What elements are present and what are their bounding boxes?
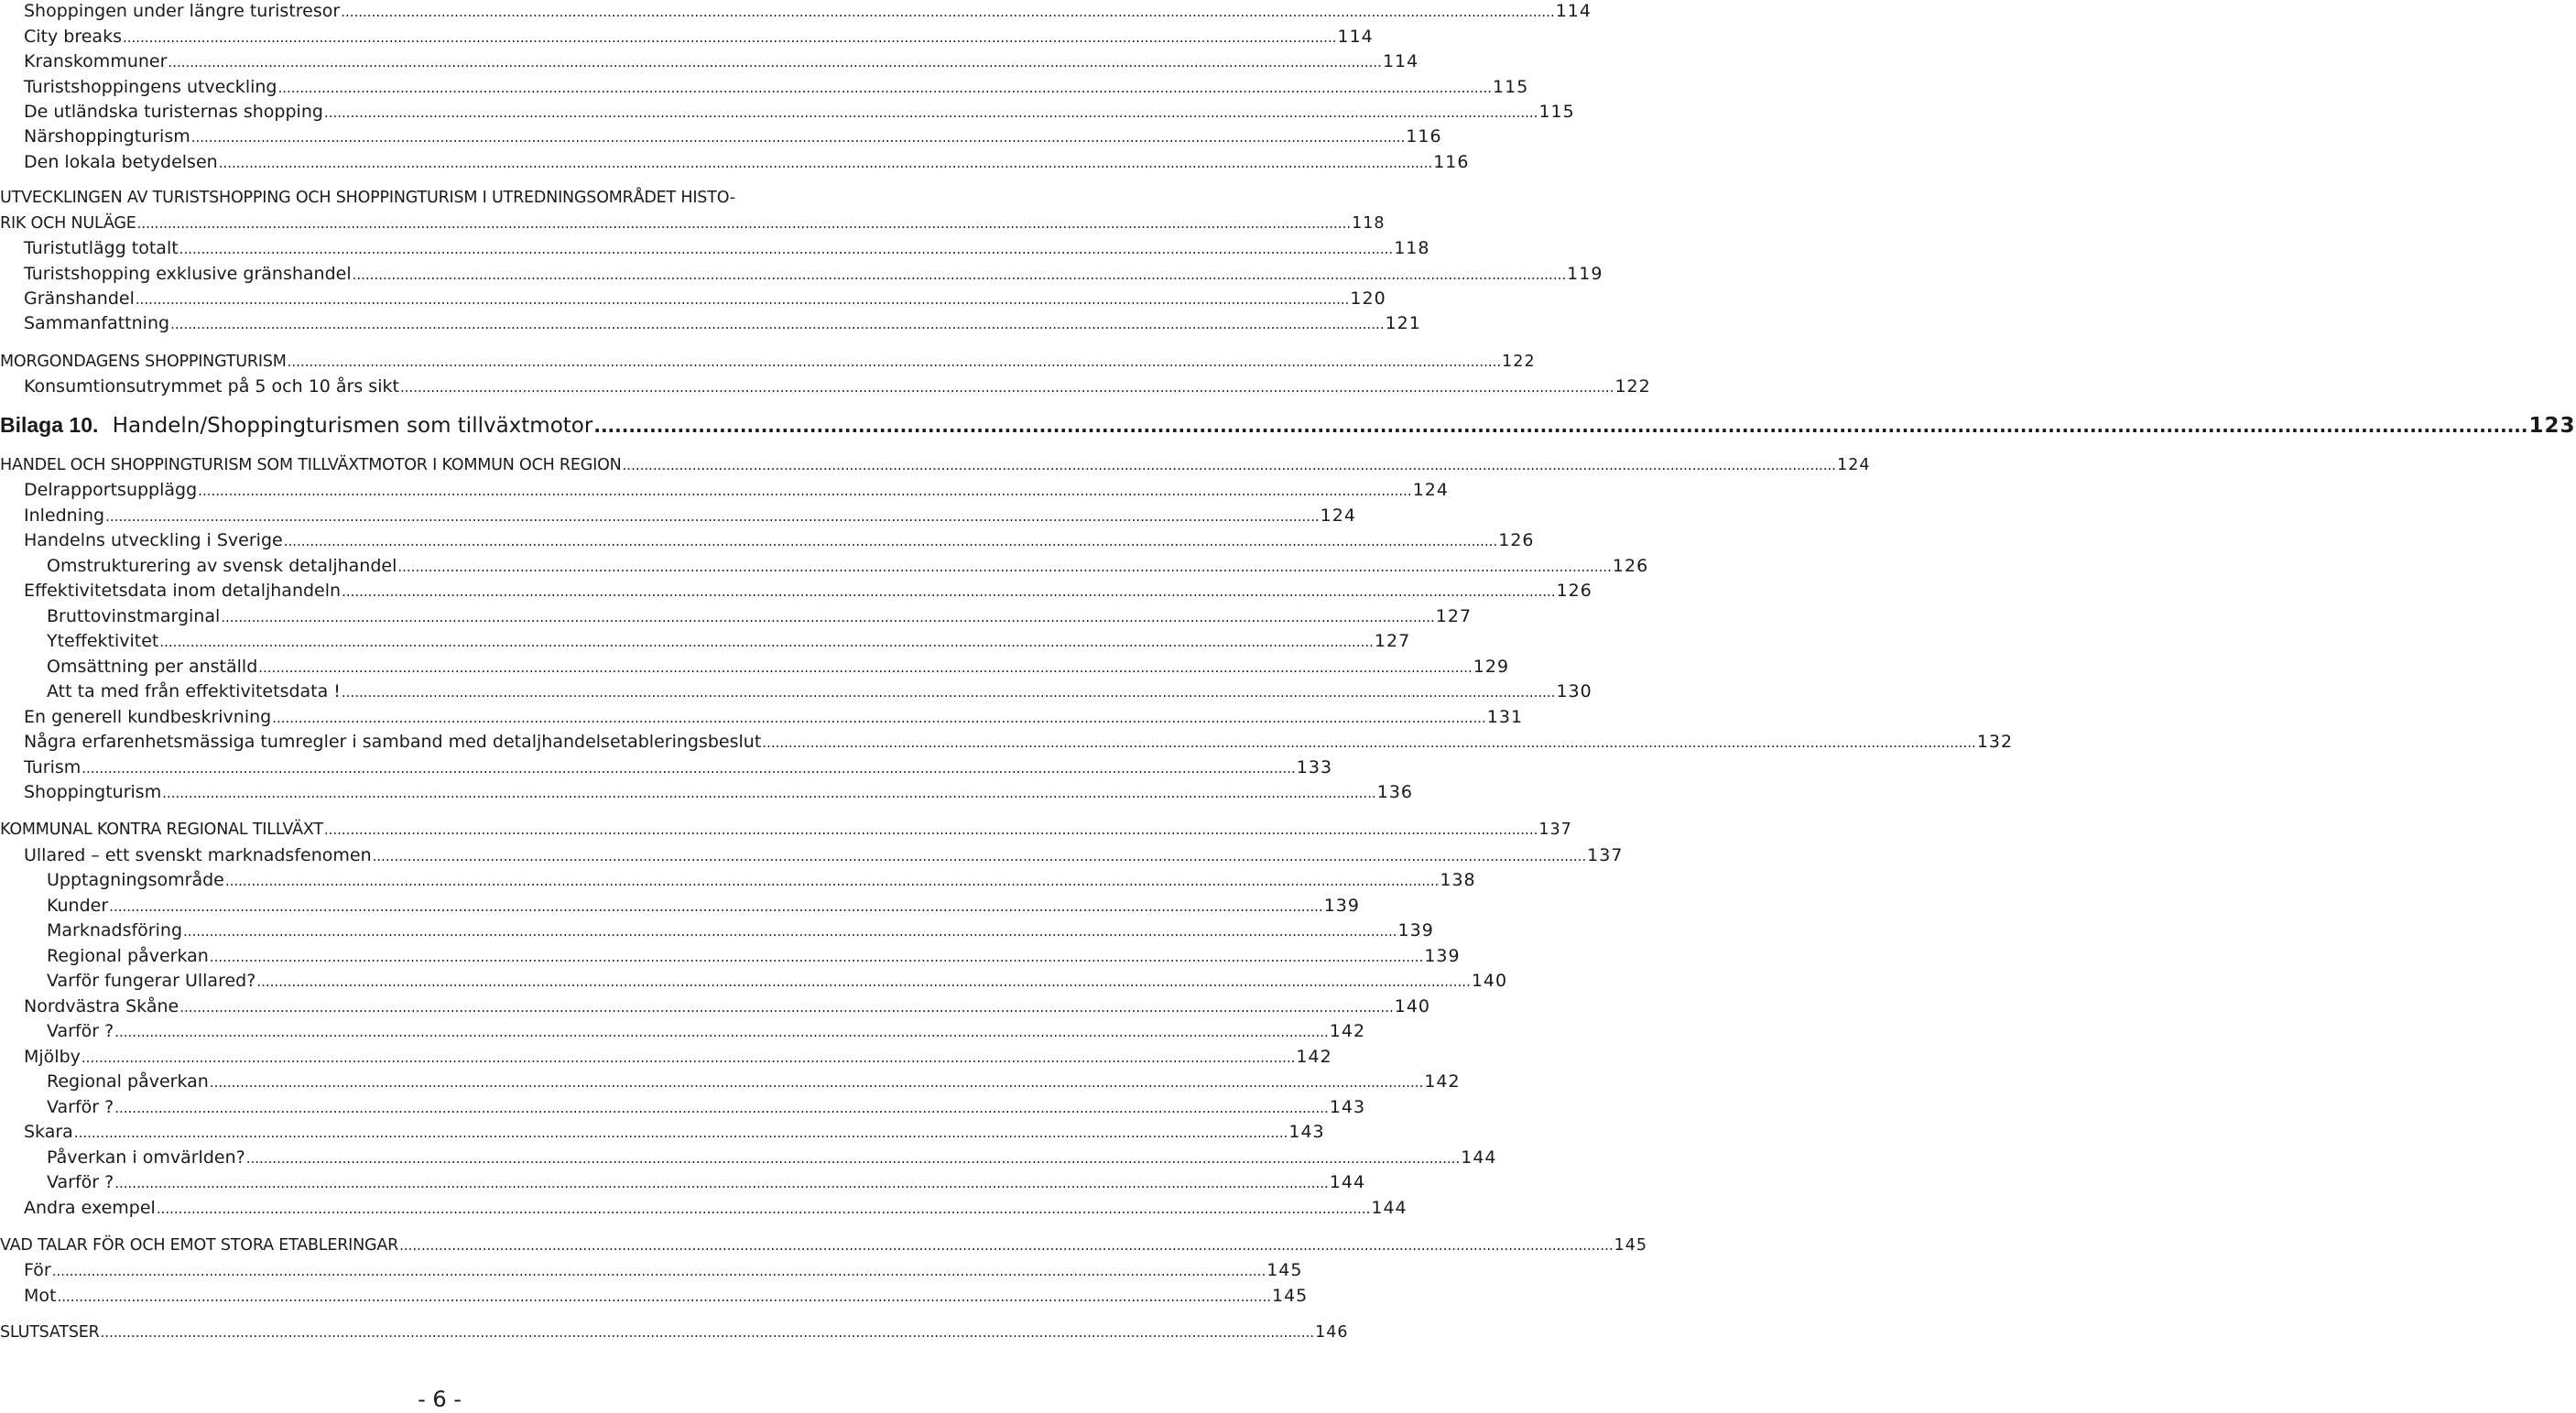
toc-entry-page: 126 — [1498, 530, 1535, 550]
dot-leader — [170, 312, 1385, 336]
toc-entry-title: Omsättning per anställd — [47, 657, 258, 677]
dot-leader — [101, 1321, 1315, 1344]
dot-leader — [353, 263, 1567, 287]
toc-entry-page: 114 — [1555, 1, 1592, 21]
toc-entry[interactable] — [0, 236, 1430, 261]
toc-entry-title: Turistutlägg totalt — [24, 238, 179, 258]
toc-entry-page: 116 — [1406, 126, 1442, 147]
toc-entry-page: 137 — [1538, 821, 1572, 839]
toc-entry-title: Sammanfattning — [24, 313, 170, 333]
dot-leader — [210, 1071, 1424, 1094]
toc-entry-title: Varför fungerar Ullared? — [47, 971, 256, 991]
toc-entry[interactable] — [0, 75, 1529, 100]
toc-entry-page: 143 — [1288, 1122, 1325, 1142]
toc-entry[interactable] — [0, 287, 1386, 311]
toc-entry-title: De utländska turisternas shopping — [24, 102, 323, 122]
toc-entry[interactable] — [0, 528, 1535, 553]
toc-entry[interactable] — [0, 100, 1575, 125]
dot-leader — [221, 605, 1435, 629]
toc-entry-page: 136 — [1376, 782, 1414, 802]
toc-entry-page: 124 — [1837, 456, 1871, 474]
toc-entry[interactable] — [0, 629, 1411, 654]
toc-entry[interactable] — [0, 1321, 1349, 1344]
dot-leader — [198, 479, 1412, 503]
toc-entry[interactable] — [0, 969, 1508, 994]
toc-entry[interactable] — [0, 679, 1592, 704]
dot-leader — [277, 76, 1492, 100]
toc-entry-page: 142 — [1296, 1047, 1332, 1067]
toc-entry[interactable] — [0, 755, 1333, 780]
toc-entry-title: Den lokala betydelsen — [24, 152, 218, 172]
toc-entry-title: Andra exempel — [24, 1198, 156, 1218]
toc-entry-title: Regional påverkan — [47, 1071, 209, 1092]
dot-leader — [114, 1020, 1329, 1044]
toc-appendix-page: 123 — [2528, 414, 2576, 438]
toc-entry-title: En generell kundbeskrivning — [24, 707, 272, 727]
dot-leader — [114, 1171, 1329, 1195]
dot-leader — [82, 756, 1296, 780]
dot-leader — [183, 919, 1397, 943]
toc-entry-page: 124 — [1320, 505, 1356, 526]
toc-entry[interactable] — [0, 49, 1419, 74]
toc-entry-page: 139 — [1323, 896, 1360, 916]
toc-entry[interactable] — [0, 1019, 1366, 1044]
toc-appendix-title — [0, 411, 592, 440]
dot-leader — [210, 945, 1424, 969]
toc-entry-page: 139 — [1424, 946, 1461, 966]
toc-entry[interactable] — [0, 1070, 1461, 1094]
toc-entry-page: 132 — [1976, 732, 2014, 752]
toc-entry[interactable] — [0, 894, 1360, 918]
toc-entry[interactable] — [0, 0, 1592, 24]
dot-leader — [136, 288, 1350, 311]
toc-entry[interactable] — [0, 1234, 1648, 1257]
toc-entry-title: Varför ? — [47, 1021, 114, 1041]
appendix-label: Bilaga 10. — [0, 413, 99, 437]
dot-leader — [341, 0, 1555, 24]
toc-entry-page: 118 — [1352, 214, 1386, 233]
toc-entry-page: 137 — [1587, 845, 1624, 865]
toc-entry-title: Turistshoppingens utveckling — [24, 77, 277, 97]
toc-entry-page: 142 — [1329, 1021, 1366, 1041]
toc-entry-title: Skara — [24, 1122, 73, 1142]
dot-leader — [284, 529, 1498, 553]
toc-entry-title: HANDEL OCH SHOPPINGTURISM SOM TILLVÄXTMOTOR I KOMMUN OCH REGION — [0, 456, 622, 474]
dot-leader — [256, 970, 1471, 994]
dot-leader — [168, 50, 1382, 74]
toc-entry-title: KOMMUNAL KONTRA REGIONAL TILLVÄXT — [0, 821, 323, 839]
appendix-title: Handeln/Shoppingturismen som tillväxtmotor — [105, 414, 593, 438]
toc-entry-title: För — [24, 1260, 51, 1280]
toc-appendix-entry[interactable] — [0, 411, 2576, 440]
toc-entry-page: 145 — [1272, 1286, 1309, 1306]
dot-leader — [109, 895, 1323, 918]
toc-entry-page: 116 — [1433, 152, 1470, 172]
toc-entry[interactable] — [0, 375, 1651, 399]
toc-entry-page: 146 — [1315, 1323, 1349, 1342]
dot-leader — [342, 680, 1556, 704]
toc-entry-title: Konsumtionsutrymmet på 5 och 10 års sikt — [24, 376, 399, 397]
toc-entry-title: Regional påverkan — [47, 946, 209, 966]
dot-leader — [400, 375, 1614, 399]
toc-entry-page: 122 — [1502, 353, 1536, 371]
toc-entry[interactable] — [0, 262, 1603, 287]
toc-entry-page: 114 — [1382, 51, 1419, 71]
dot-leader — [373, 844, 1587, 868]
toc-entry[interactable] — [0, 311, 1421, 336]
toc-entry[interactable] — [0, 944, 1461, 969]
toc-entry-page: 118 — [1394, 238, 1430, 258]
toc-entry-page: 114 — [1337, 27, 1374, 47]
toc-entry-page: 124 — [1412, 480, 1449, 500]
toc-entry-title: Shoppingturism — [24, 782, 162, 802]
toc-entry-page: 115 — [1538, 102, 1575, 122]
toc-entry[interactable] — [0, 1146, 1497, 1170]
toc-entry-page: 130 — [1556, 681, 1592, 701]
dot-leader — [137, 212, 1352, 235]
toc-entry[interactable] — [0, 212, 1386, 235]
toc-entry[interactable] — [0, 453, 1871, 477]
toc-entry-title: Mjölby — [24, 1047, 81, 1067]
toc-entry-title: Upptagningsområde — [47, 870, 224, 890]
toc-entry[interactable] — [0, 868, 1476, 893]
dot-leader — [105, 505, 1320, 528]
toc-entry-page: 144 — [1371, 1198, 1408, 1218]
toc-entry-page: 138 — [1440, 870, 1476, 890]
toc-entry[interactable] — [0, 1258, 1303, 1283]
dot-leader — [324, 101, 1538, 125]
dot-leader — [593, 412, 2527, 440]
dot-leader — [114, 1096, 1329, 1120]
dot-leader — [288, 350, 1502, 374]
dot-leader — [74, 1121, 1288, 1145]
toc-entry-title: VAD TALAR FÖR OCH EMOT STORA ETABLERINGAR — [0, 1236, 399, 1255]
toc-entry-title: City breaks — [24, 27, 122, 47]
toc-entry-title: Turism — [24, 757, 82, 777]
dot-leader — [82, 1046, 1296, 1070]
dot-leader — [52, 1259, 1266, 1283]
page-number-footer: - 6 - — [418, 1386, 462, 1412]
dot-leader — [219, 151, 1433, 175]
toc-entry[interactable] — [0, 478, 1449, 503]
dot-leader — [246, 1147, 1461, 1170]
toc-entry[interactable] — [0, 655, 1510, 679]
toc-entry-page: 120 — [1350, 288, 1386, 309]
toc-entry-page: 127 — [1374, 631, 1411, 651]
toc-entry-page: 139 — [1397, 920, 1434, 940]
toc-entry-title: Bruttovinstmarginal — [47, 606, 221, 626]
toc-entry[interactable] — [0, 25, 1374, 49]
toc-entry-page: 140 — [1471, 971, 1508, 991]
toc-entry[interactable] — [0, 1120, 1325, 1145]
toc-entry-title: Handelns utveckling i Sverige — [24, 530, 283, 550]
toc-entry[interactable] — [0, 730, 2014, 755]
toc-heading-line1[interactable]: UTVECKLINGEN AV TURISTSHOPPING OCH SHOPPINGTURISM I UTREDNINGSOMRÅDET HISTO- — [0, 189, 735, 207]
toc-entry-title: Ullared – ett svenskt marknadsfenomen — [24, 845, 372, 865]
toc-entry[interactable] — [0, 604, 1473, 629]
toc-entry-title: Delrapportsupplägg — [24, 480, 198, 500]
dot-leader — [157, 1197, 1371, 1221]
dot-leader — [162, 781, 1376, 805]
toc-entry[interactable] — [0, 579, 1592, 603]
dot-leader — [397, 555, 1612, 579]
toc-entry[interactable] — [0, 150, 1470, 175]
toc-entry-page: 121 — [1385, 313, 1421, 333]
toc-entry-title: Mot — [24, 1286, 57, 1306]
dot-leader — [123, 26, 1337, 49]
toc-entry-title: Marknadsföring — [47, 920, 183, 940]
toc-entry-page: 133 — [1296, 757, 1333, 777]
toc-entry[interactable] — [0, 843, 1624, 868]
toc-entry-title: MORGONDAGENS SHOPPINGTURISM — [0, 353, 287, 371]
toc-entry-title: Omstrukturering av svensk detaljhandel — [47, 556, 397, 576]
dot-leader — [272, 706, 1486, 730]
toc-entry[interactable] — [0, 1095, 1366, 1120]
toc-entry[interactable] — [0, 780, 1414, 805]
dot-leader — [623, 453, 1837, 477]
dot-leader — [342, 580, 1556, 603]
toc-entry[interactable] — [0, 504, 1356, 528]
toc-entry[interactable] — [0, 554, 1649, 579]
toc-entry[interactable] — [0, 1045, 1332, 1070]
toc-entry[interactable] — [0, 1284, 1309, 1309]
toc-entry-page: 143 — [1329, 1097, 1366, 1117]
toc-entry-title: Effektivitetsdata inom detaljhandeln — [24, 581, 342, 601]
toc-entry[interactable] — [0, 350, 1536, 374]
toc-entry-page: 131 — [1486, 707, 1524, 727]
toc-entry-title: Yteffektivitet — [47, 631, 159, 651]
toc-entry-page: 126 — [1556, 581, 1592, 601]
toc-entry-page: 129 — [1473, 657, 1510, 677]
toc-entry-title: RIK OCH NULÄGE — [0, 214, 136, 233]
toc-entry[interactable] — [0, 1170, 1366, 1195]
toc-entry-title: Gränshandel — [24, 288, 135, 309]
toc-entry[interactable] — [0, 818, 1572, 842]
dot-leader — [324, 818, 1538, 842]
toc-entry-title: SLUTSATSER — [0, 1323, 100, 1342]
dot-leader — [762, 731, 1976, 755]
toc-entry[interactable] — [0, 705, 1524, 730]
dot-leader — [57, 1285, 1271, 1309]
toc-entry-title: Närshoppingturism — [24, 126, 190, 147]
dot-leader — [258, 656, 1473, 679]
toc-entry-title: Att ta med från effektivitetsdata ! — [47, 681, 341, 701]
toc-entry[interactable] — [0, 918, 1434, 943]
toc-entry-title: Nordvästra Skåne — [24, 996, 179, 1016]
toc-entry-title: Varför ? — [47, 1172, 114, 1192]
toc-entry-title: Några erfarenhetsmässiga tumregler i samband med detaljhandelsetableringsbeslut — [24, 732, 762, 752]
dot-leader — [179, 237, 1394, 261]
toc-entry-page: 145 — [1266, 1260, 1303, 1280]
toc-entry-title: Kunder — [47, 896, 109, 916]
toc-entry[interactable] — [0, 995, 1431, 1019]
toc-entry-page: 142 — [1424, 1071, 1461, 1092]
dot-leader — [179, 995, 1394, 1019]
toc-entry-title: Varför ? — [47, 1097, 114, 1117]
toc-entry-page: 144 — [1461, 1147, 1497, 1168]
toc-entry-page: 126 — [1612, 556, 1649, 576]
toc-entry-page: 140 — [1394, 996, 1431, 1016]
toc-entry-page: 119 — [1567, 264, 1603, 284]
toc-entry-title: Shoppingen under längre turistresor — [24, 1, 341, 21]
toc-entry-page: 145 — [1614, 1236, 1648, 1255]
toc-entry-page: 122 — [1614, 376, 1651, 397]
dot-leader — [191, 125, 1406, 149]
dot-leader — [159, 630, 1374, 654]
toc-entry-page: 127 — [1435, 606, 1473, 626]
toc-entry[interactable] — [0, 1196, 1408, 1221]
toc-entry-title: Påverkan i omvärlden? — [47, 1147, 245, 1168]
toc-entry-page: 144 — [1329, 1172, 1366, 1192]
toc-entry-title: Inledning — [24, 505, 105, 526]
toc-entry-title: Kranskommuner — [24, 51, 168, 71]
dot-leader — [225, 869, 1440, 893]
toc-entry[interactable] — [0, 125, 1442, 149]
toc-entry-title: Turistshopping exklusive gränshandel — [24, 264, 352, 284]
dot-leader — [399, 1234, 1614, 1257]
toc-entry-page: 115 — [1493, 77, 1529, 97]
